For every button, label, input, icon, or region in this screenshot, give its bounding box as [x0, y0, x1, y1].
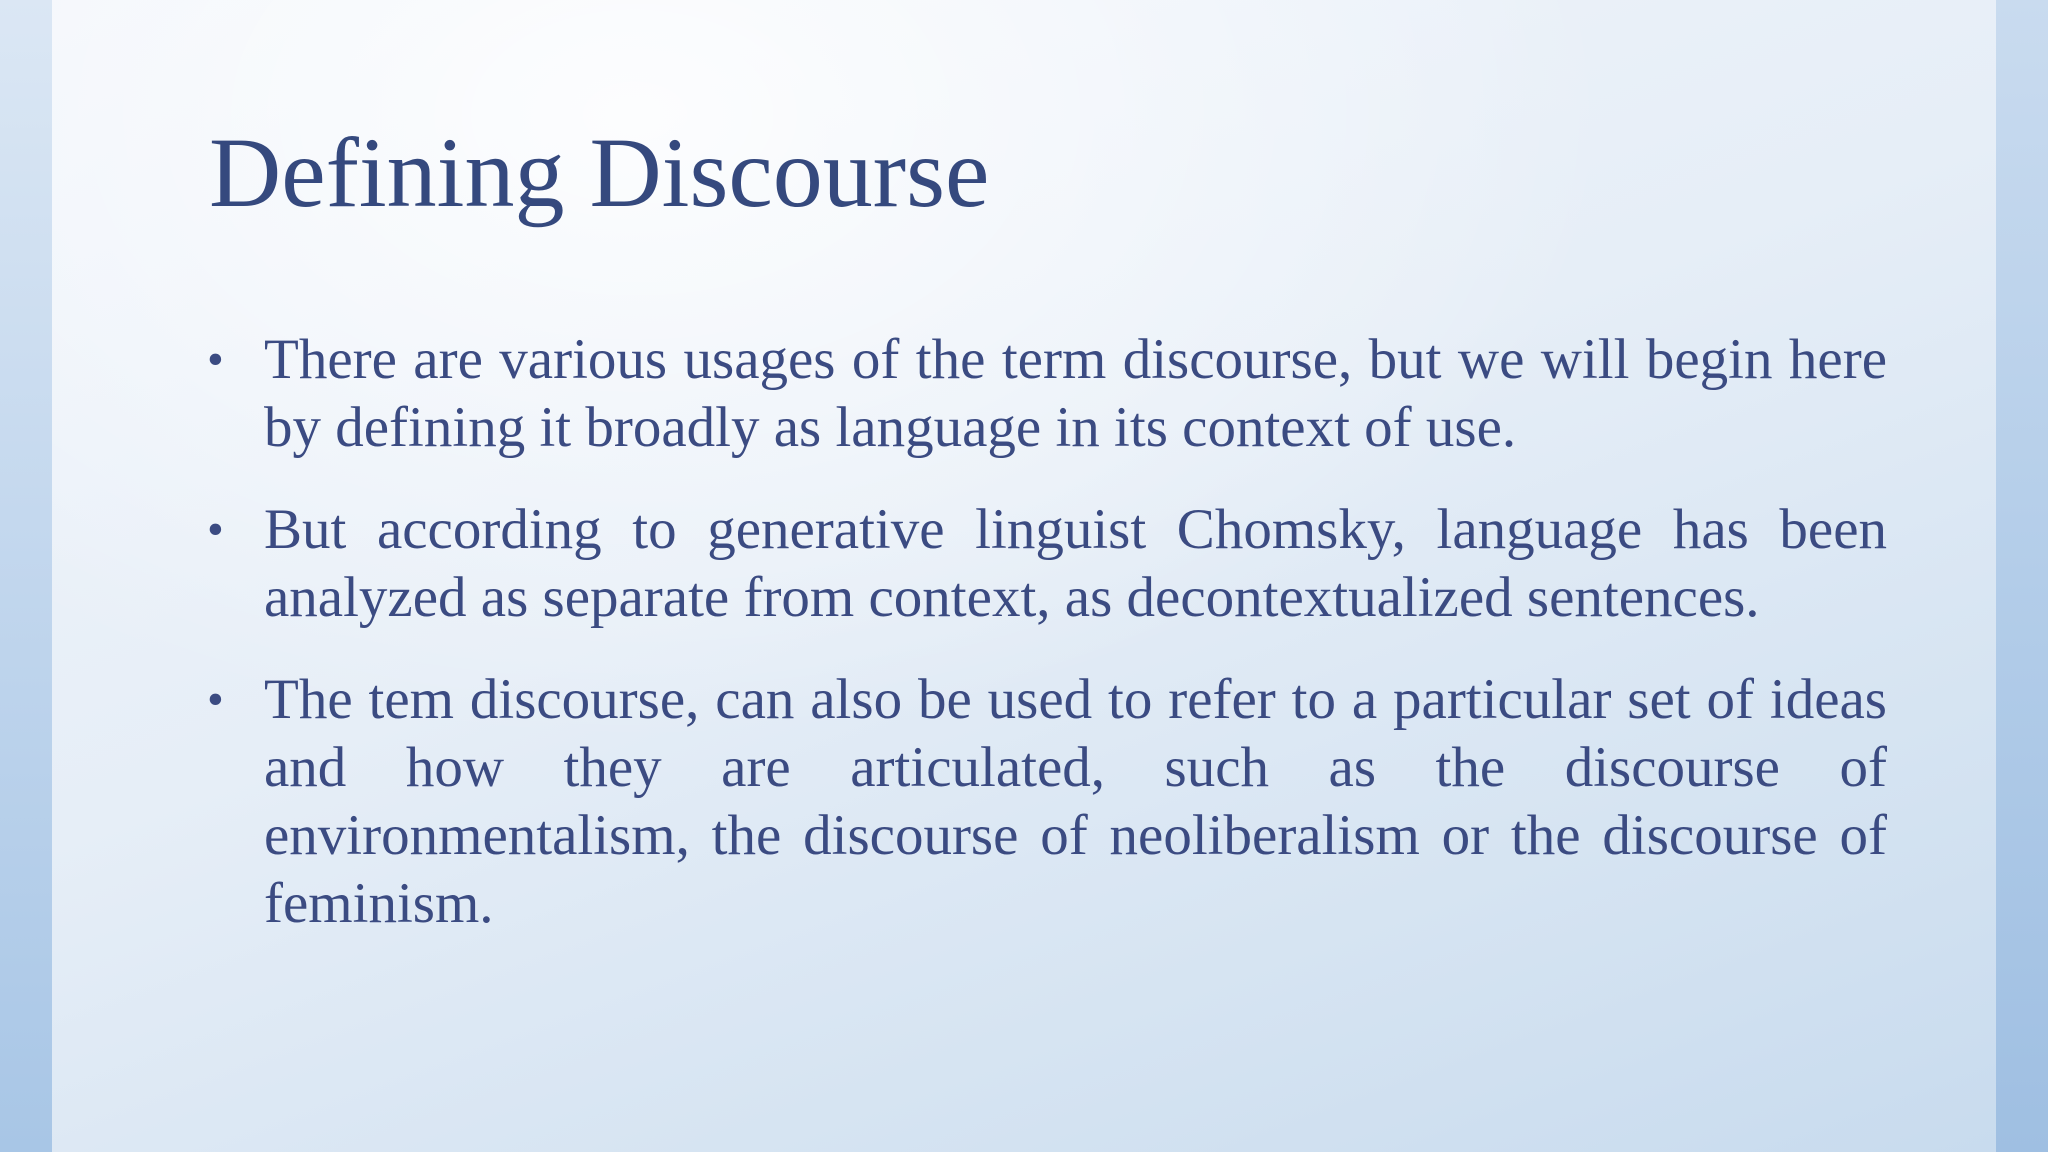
left-edge-strip: [0, 0, 52, 1152]
bullet-text: There are various usages of the term discourse, but we will begin here by defining it broadly as language in its context of use.: [264, 328, 1887, 459]
bullet-dot-icon: •: [207, 503, 224, 556]
bullet-text: But according to generative linguist Chomsky, language has been analyzed as separate from context, as decontextualized sentences.: [264, 498, 1887, 629]
bullet-item: [207, 666, 1887, 938]
bullet-item: [207, 326, 1887, 462]
bullet-text: The tem discourse, can also be used to refer to a particular set of ideas and how they are articulated, such as the discourse of environmentalism, the discourse of neoliberalism or the discourse of feminism.: [264, 668, 1887, 935]
bullet-dot-icon: •: [207, 673, 224, 726]
slide-title: Defining Discourse: [209, 117, 990, 228]
right-edge-strip: [1996, 0, 2048, 1152]
slide-canvas: [52, 0, 1996, 1152]
bullet-list: [207, 326, 1887, 972]
bullet-dot-icon: •: [207, 333, 224, 386]
bullet-item: [207, 496, 1887, 632]
